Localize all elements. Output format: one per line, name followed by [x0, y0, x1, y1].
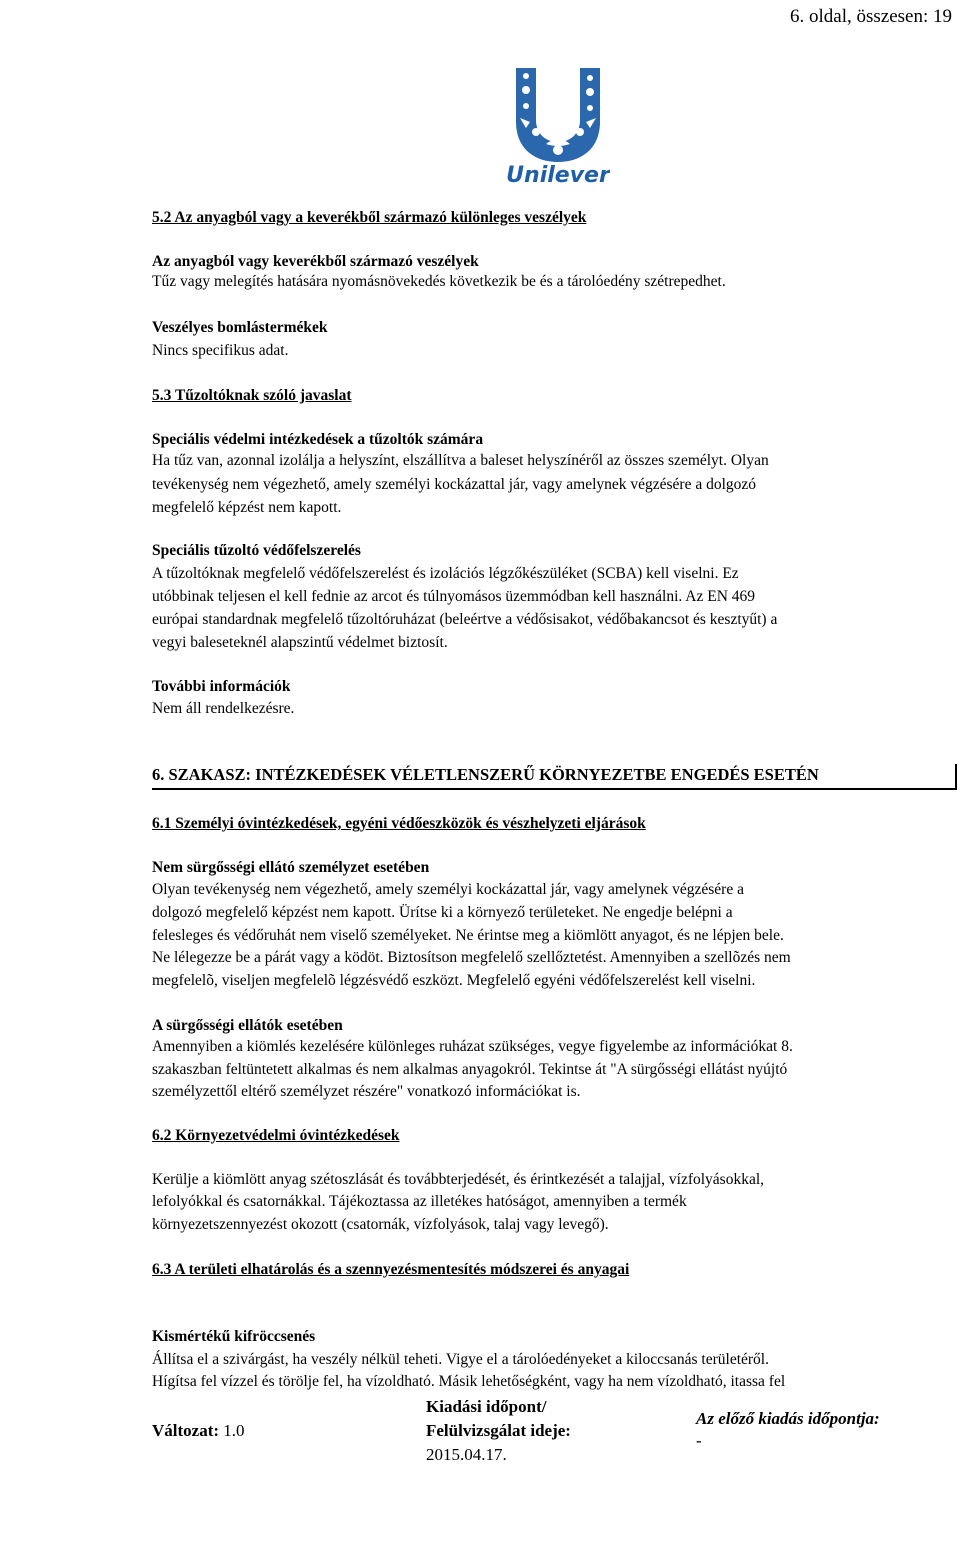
issue-label-1: Kiadási időpont/ — [426, 1397, 547, 1416]
previous-issue-label: Az előző kiadás időpontja: — [696, 1409, 880, 1428]
section-5-3-heading: 5.3 Tűzoltóknak szóló javaslat — [152, 387, 352, 404]
small-spill-line: Állítsa el a szivárgást, ha veszély nélkül teheti. Vigye el a tárolóedényeket a kiloccsanás területéről. — [152, 1351, 769, 1368]
issue-label-2: Felülvizsgálat ideje: — [426, 1421, 571, 1440]
small-spill-title: Kismértékű kifröccsenés — [152, 1328, 316, 1345]
protective-equipment-line: utóbbinak teljesen el kell fednie az arcot és túlnyomásos üzemmódban kell használni. Az EN 469 — [152, 588, 756, 605]
non-emergency-line: Ne lélegezze be a párát vagy a ködöt. Biztosítson megfelelő szellőztetést. Amennyiben a szellõzés nem — [152, 949, 791, 966]
protective-equipment-line: vegyi baleseteknél alapszintű védelmet biztosít. — [152, 634, 448, 651]
decomposition-text: Nincs specifikus adat. — [152, 342, 289, 359]
section-6-1-heading: 6.1 Személyi óvintézkedések, egyéni védőeszközök és vészhelyzeti eljárások — [152, 815, 646, 832]
logo-wordmark: Unilever — [506, 163, 610, 188]
non-emergency-title: Nem sürgősségi ellátó személyzet esetében — [152, 859, 430, 876]
special-measures-line: megfelelő képzést nem kapott. — [152, 499, 342, 516]
unilever-logo — [506, 62, 610, 190]
emergency-responders-line: szakaszban feltüntetett alkalmas és nem alkalmas anyagokról. Tekintse át "A sürgősségi ellátást nyújtó — [152, 1061, 788, 1078]
further-info-title: További információk — [152, 678, 291, 695]
non-emergency-line: felesleges és védőruhát nem viselő személyeket. Ne érintse meg a kiömlött anyagot, és ne lépjen bele. — [152, 927, 784, 944]
environmental-line: környezetszennyezést okozott (csatornák, vízfolyások, talaj vagy levegő). — [152, 1216, 609, 1233]
previous-issue-value: - — [696, 1431, 702, 1450]
section-6-heading: 6. SZAKASZ: INTÉZKEDÉSEK VÉLETLENSZERŰ KÖRNYEZETBE ENGEDÉS ESETÉN — [152, 764, 957, 790]
non-emergency-line: dolgozó megfelelő képzést nem kapott. Ürítse ki a környező területeket. Ne engedje belépni a — [152, 904, 733, 921]
protective-equipment-line: európai standardnak megfelelő tűzoltóruházat (beleértve a védősisakot, védőbakancsot és kesztyűt) a — [152, 611, 778, 628]
environmental-line: Kerülje a kiömlött anyag szétoszlását és továbbterjedését, és érintkezését a talajjal, vízfolyásokkal, — [152, 1171, 765, 1188]
version-label: Változat: — [152, 1421, 220, 1440]
special-measures-line: tevékenység nem végezhető, amely személyi kockázattal jár, vagy amelynek végzésére a dolgozó — [152, 476, 757, 493]
footer-version — [152, 1420, 245, 1442]
non-emergency-line: megfelelõ, viseljen megfelelõ légzésvédő eszközt. Megfelelő egyéni védőfelszerelést kell viselni. — [152, 972, 756, 989]
non-emergency-line: Olyan tevékenység nem végezhető, amely személyi kockázattal jár, vagy amelynek végzésére a — [152, 881, 744, 898]
decomposition-title: Veszélyes bomlástermékek — [152, 319, 328, 336]
special-measures-line: Ha tűz van, azonnal izolálja a helyszínt, elszállítva a baleset helyszínéről az összes személyt. Olyan — [152, 452, 769, 469]
version-value: 1.0 — [223, 1421, 245, 1440]
hazards-title: Az anyagból vagy keverékből származó veszélyek — [152, 253, 479, 270]
emergency-responders-line: személyzettől eltérő személyzet részére" vonatkozó információkat is. — [152, 1083, 581, 1100]
further-info-text: Nem áll rendelkezésre. — [152, 700, 295, 717]
small-spill-line: Hígítsa fel vízzel és törölje fel, ha vízoldható. Másik lehetőségként, vagy ha nem vízoldható, itassa fel — [152, 1373, 786, 1390]
protective-equipment-line: A tűzoltóknak megfelelő védőfelszerelést és izolációs légzőkészüléket (SCBA) kell viselni. Ez — [152, 565, 739, 582]
environmental-line: lefolyókkal és csatornákkal. Tájékoztassa az illetékes hatóságot, amennyiben a termék — [152, 1193, 687, 1210]
unilever-u-emblem-icon — [506, 62, 610, 190]
emergency-responders-line: Amennyiben a kiömlés kezelésére különleges ruházat szükséges, vegye figyelembe az információkat 8. — [152, 1038, 793, 1055]
page-number: 6. oldal, összesen: 19 — [789, 6, 952, 27]
section-6-3-heading: 6.3 A területi elhatárolás és a szennyezésmentesítés módszerei és anyagai — [152, 1261, 630, 1278]
hazards-text: Tűz vagy melegítés hatására nyomásnövekedés következik be és a tárolóedény szétrepedhet. — [152, 273, 726, 290]
emergency-responders-title: A sürgősségi ellátók esetében — [152, 1017, 343, 1034]
issue-date: 2015.04.17. — [426, 1445, 507, 1464]
special-measures-title: Speciális védelmi intézkedések a tűzoltók számára — [152, 431, 484, 448]
section-5-2-heading: 5.2 Az anyagból vagy a keverékből származó különleges veszélyek — [152, 209, 587, 226]
protective-equipment-title: Speciális tűzoltó védőfelszerelés — [152, 542, 361, 559]
section-6-2-heading: 6.2 Környezetvédelmi óvintézkedések — [152, 1127, 400, 1144]
